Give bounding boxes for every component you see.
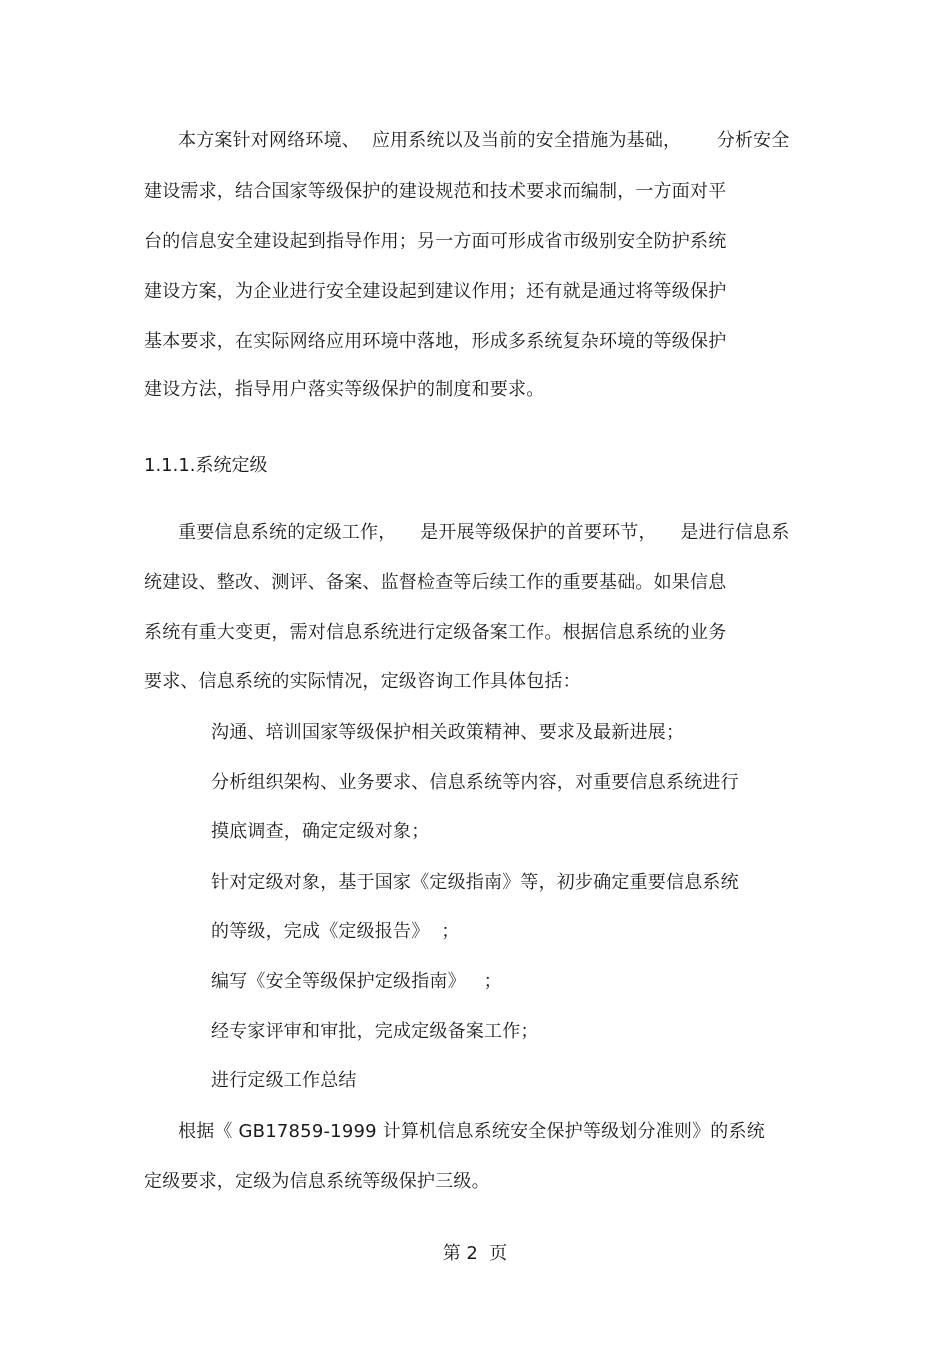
list-item: 针对定级对象，基于国家《定级指南》等，初步确定重要信息系统 (211, 872, 739, 893)
paragraph-line: 根据《 GB17859-1999 计算机信息系统安全保护等级划分准则》的系统 (178, 1121, 765, 1142)
paragraph-line: 建设方案，为企业进行安全建设起到建议作用；还有就是通过将等级保护 (144, 281, 727, 302)
paragraph-line: 基本要求，在实际网络应用环境中落地，形成多系统复杂环境的等级保护 (144, 331, 727, 352)
section-heading: 1.1.1.系统定级 (144, 455, 268, 476)
list-item: 摸底调查，确定定级对象； (211, 821, 430, 842)
list-item: 编写《安全等级保护定级指南》 ； (211, 971, 502, 992)
list-item: 沟通、培训国家等级保护相关政策精神、要求及最新进展； (211, 722, 685, 743)
paragraph-line: 本方案针对网络环境、 应用系统以及当前的安全措施为基础， 分析安全 (178, 130, 790, 151)
paragraph-line: 定级要求，定级为信息系统等级保护三级。 (144, 1171, 490, 1192)
paragraph-line: 要求、信息系统的实际情况，定级咨询工作具体包括： (144, 671, 581, 692)
paragraph-line: 台的信息安全建设起到指导作用；另一方面可形成省市级别安全防护系统 (144, 231, 727, 252)
paragraph-line: 建设方法，指导用户落实等级保护的制度和要求。 (144, 379, 545, 400)
list-item: 分析组织架构、业务要求、信息系统等内容，对重要信息系统进行 (211, 772, 739, 793)
list-item: 的等级，完成《定级报告》 ； (211, 921, 460, 942)
paragraph-line: 统建设、整改、测评、备案、监督检查等后续工作的重要基础。如果信息 (144, 572, 727, 593)
paragraph-line: 建设需求，结合国家等级保护的建设规范和技术要求而编制，一方面对平 (144, 181, 727, 202)
paragraph-line: 重要信息系统的定级工作， 是开展等级保护的首要环节， 是进行信息系 (178, 522, 790, 543)
list-item: 进行定级工作总结 (211, 1070, 357, 1091)
page-number: 第 2 页 (442, 1243, 508, 1264)
paragraph-line: 系统有重大变更，需对信息系统进行定级备案工作。根据信息系统的业务 (144, 622, 727, 643)
list-item: 经专家评审和审批，完成定级备案工作； (211, 1021, 539, 1042)
